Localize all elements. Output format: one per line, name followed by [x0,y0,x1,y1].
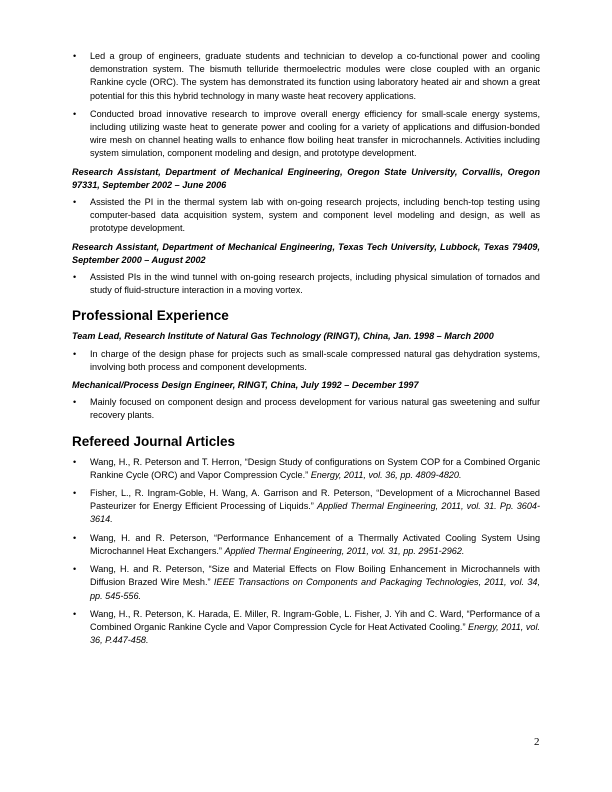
bullet-icon: • [73,564,77,575]
article-source: IEEE Transactions on Components and Packaging Technologies, 2011, vol. 34, pp. 545-556. [90,577,540,601]
list-item [72,348,540,374]
page-number: 2 [534,736,540,748]
bullet-icon: • [73,108,77,119]
list-item [72,608,540,648]
ttu-role-heading: Research Assistant, Department of Mechanical Engineering, Texas Tech University, Lubbock, Texas 79409, September 2000 – August 2002 [72,241,540,265]
professional-experience-heading: Professional Experience [72,308,229,324]
bullet-text: In charge of the design phase for projects such as small-scale compressed natural gas dehydration systems, involving both process and component developments. [90,348,540,372]
journal-article-list [72,456,540,648]
team-lead-role-heading: Team Lead, Research Institute of Natural Gas Technology (RINGT), China, Jan. 1998 – March 2000 [72,331,494,342]
article-text: Wang, H. and R. Peterson, “Size and Material Effects on Flow Boiling Enhancement in Microchannels with Diffusion Brazed Wire Mesh.” [90,564,540,588]
article-text: Wang, H. and R. Peterson, “Performance Enhancement of a Thermally Activated Cooling System Using Microchannel Heat Exchangers.” [90,532,540,556]
bullet-icon: • [73,456,77,467]
osu-bullet-list [72,196,540,236]
bullet-text: Assisted the PI in the thermal system lab with on-going research projects, including bench-top testing using computer-based data acquisition system, system and component level modeling and design, as well as prototype development. [90,197,540,234]
bullet-icon: • [73,51,77,61]
list-item [72,532,540,558]
engineer-bullet-list [72,396,540,422]
bullet-icon: • [73,608,77,619]
engineer-role-heading: Mechanical/Process Design Engineer, RINGT, China, July 1992 – December 1997 [72,380,419,391]
bullet-icon: • [73,197,77,208]
list-item [72,108,540,161]
list-item [72,563,540,603]
bullet-icon: • [73,488,77,499]
list-item [72,271,540,297]
list-item [72,487,540,527]
bullet-icon: • [73,532,77,543]
article-text: Wang, H., R. Peterson and T. Herron, “Design Study of configurations on System COP for a Combined Organic Rankine Cycle (ORC) and Vapor Compression Cycle.” [90,456,540,480]
bullet-text: Mainly focused on component design and process development for various natural gas sweetening and sulfur recovery plants. [90,397,540,421]
bullet-text: Conducted broad innovative research to improve overall energy efficiency for small-scale energy systems, including utilizing waste heat to generate power and cooling for a variety of applications and diffusion-bonded wire mesh on channel heating walls to enhance flow boiling heat transfer in microchannels. Activities including system simulation, component modeling and design, and prototype development. [90,108,540,159]
list-item [72,50,540,103]
osu-role-heading: Research Assistant, Department of Mechanical Engineering, Oregon State University, Corvallis, Oregon 97331, September 2002 – June 2006 [72,166,540,190]
cv-page [72,50,540,652]
article-text: Wang, H., R. Peterson, K. Harada, E. Miller, R. Ingram-Goble, L. Fisher, J. Yih and C. Ward, “Performance of a Combined Organic Rankine Cycle and Vapor Compression Cycle for Heat Activated Cooling.” [90,608,540,632]
list-item [72,456,540,482]
article-text: Fisher, L., R. Ingram-Goble, H. Wang, A. Garrison and R. Peterson, “Development of a Microchannel Based Pasteurizer for Energy Efficient Processing of Liquids.” [90,488,540,512]
article-source: Energy, 2011, vol. 36, P.447-458. [90,621,541,646]
article-source: Energy, 2011, vol. 36, pp. 4809-4820. [310,469,462,480]
article-source: Applied Thermal Engineering, 2011, vol. 31, pp. 2951-2962. [224,545,465,556]
top-bullet-list [72,50,540,161]
bullet-text: Led a group of engineers, graduate students and technician to develop a co-functional power and cooling demonstration system. The bismuth telluride thermoelectric modules were close coupled with an organic Rankine cycle (ORC). The system has demonstrated its function using laboratory heated air and shown a great potential for this this hybrid technology in many waste heat recovery applications. [90,51,540,101]
bullet-icon: • [73,272,77,283]
bullet-icon: • [73,348,77,359]
bullet-icon: • [73,397,77,408]
journal-articles-heading: Refereed Journal Articles [72,433,236,449]
list-item [72,396,540,422]
bullet-text: Assisted PIs in the wind tunnel with on-going research projects, including physical simulation of tornados and study of fluid-structure interaction in a moving vortex. [90,272,540,296]
team-lead-bullet-list [72,348,540,374]
ttu-bullet-list [72,271,540,297]
article-source: Applied Thermal Engineering, 2011, vol. 31. Pp. 3604-3614. [90,501,541,525]
list-item [72,196,540,236]
